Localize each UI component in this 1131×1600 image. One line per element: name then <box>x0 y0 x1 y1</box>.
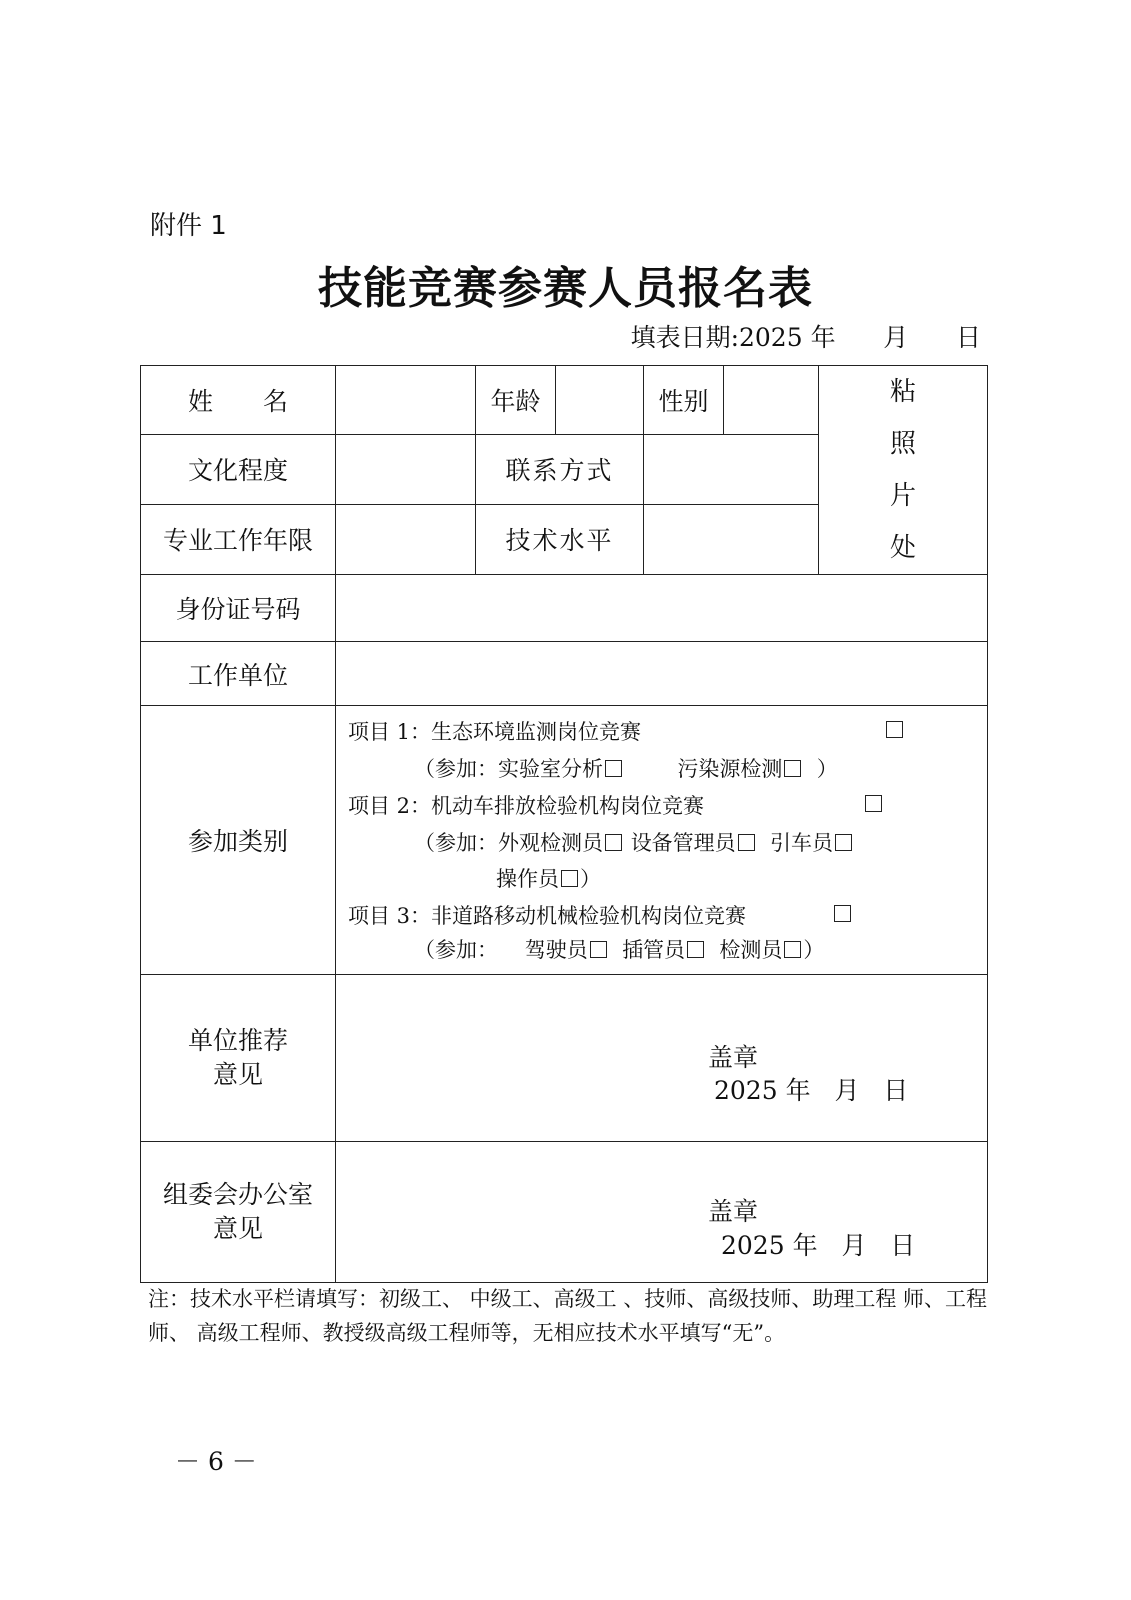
project-3-checkbox[interactable] <box>834 905 851 922</box>
project-1-checkbox[interactable] <box>886 721 903 738</box>
contact-label: 联系方式 <box>476 435 644 504</box>
fill-date <box>631 318 981 354</box>
p1-pollution-label: 污染源检测 <box>677 757 783 781</box>
tech-level-field[interactable] <box>644 504 819 574</box>
unit-opinion-label-line-1: 单位推荐 <box>187 1026 288 1055</box>
fill-date-year: 2025 <box>739 323 803 352</box>
unit-opinion-field[interactable] <box>336 975 988 1142</box>
p2-join-label: （参加：外观检测员 <box>414 831 603 855</box>
project-2-options-cont <box>496 863 601 893</box>
fill-date-month-unit: 月 <box>883 323 909 352</box>
unit-sign-year-unit: 年 <box>785 1076 811 1105</box>
id-number-field[interactable] <box>336 575 988 642</box>
name-label: 姓 名 <box>141 366 336 435</box>
p3-close: ） <box>803 938 825 962</box>
photo-area[interactable] <box>819 366 988 575</box>
fill-date-day-unit: 日 <box>955 323 981 352</box>
office-opinion-label-line-2: 意见 <box>212 1214 263 1243</box>
p3-join-label: （参加： <box>414 938 498 962</box>
project-2-line <box>348 790 704 820</box>
contact-field[interactable] <box>644 435 819 504</box>
photo-char-3: 片 <box>889 481 916 511</box>
project-3-line <box>348 900 746 930</box>
p3-probe-label: 插管员 <box>622 938 686 962</box>
photo-char-1: 粘 <box>889 377 916 407</box>
office-sign-year: 2025 <box>721 1231 785 1260</box>
employer-label: 工作单位 <box>141 642 336 706</box>
fill-date-label: 填表日期: <box>630 323 739 352</box>
p2-driver-checkbox[interactable] <box>835 834 852 851</box>
p1-pollution-checkbox[interactable] <box>784 760 801 777</box>
p2-operator-checkbox[interactable] <box>561 870 578 887</box>
unit-opinion-label <box>141 975 336 1142</box>
unit-sign-day-unit: 日 <box>883 1076 909 1105</box>
project-2-options <box>414 827 854 857</box>
project-1-line <box>348 716 641 746</box>
registration-form <box>140 365 988 1283</box>
office-opinion-label <box>141 1142 336 1283</box>
project-3-title: 项目 3：非道路移动机械检验机构岗位竞赛 <box>348 904 747 928</box>
p2-appearance-checkbox[interactable] <box>605 834 622 851</box>
p2-operator-label: 操作员 <box>496 867 559 891</box>
gender-field[interactable] <box>724 366 819 435</box>
attachment-label: 附件 1 <box>150 211 227 241</box>
tech-level-label: 技术水平 <box>476 504 644 574</box>
p3-driver-label: 驾驶员 <box>524 938 588 962</box>
p2-driver-label: 引车员 <box>770 831 834 855</box>
office-opinion-field[interactable] <box>336 1142 988 1283</box>
id-number-label: 身份证号码 <box>141 575 336 642</box>
unit-sign-year: 2025 <box>714 1076 778 1105</box>
category-label: 参加类别 <box>141 706 336 975</box>
work-years-field[interactable] <box>336 504 476 574</box>
project-2-checkbox[interactable] <box>865 795 882 812</box>
fill-date-year-unit: 年 <box>810 323 836 352</box>
p2-equipment-checkbox[interactable] <box>738 834 755 851</box>
unit-sign-date <box>714 1071 908 1107</box>
unit-sign-month-unit: 月 <box>834 1076 860 1105</box>
photo-char-2: 照 <box>889 429 916 459</box>
form-title: 技能竞赛参赛人员报名表 <box>318 263 813 314</box>
p1-lab-analysis-checkbox[interactable] <box>605 760 622 777</box>
work-years-label: 专业工作年限 <box>141 504 336 574</box>
p3-tester-label: 检测员 <box>719 938 783 962</box>
office-opinion-label-line-1: 组委会办公室 <box>162 1180 313 1209</box>
page-number: － 6 － <box>175 1447 257 1476</box>
education-label: 文化程度 <box>141 435 336 504</box>
project-1-options <box>414 753 838 783</box>
p3-tester-checkbox[interactable] <box>784 941 801 958</box>
page-number-value: 6 <box>207 1447 224 1476</box>
p2-equipment-label: 设备管理员 <box>630 831 736 855</box>
office-sign-date <box>721 1226 915 1262</box>
education-field[interactable] <box>336 435 476 504</box>
footnote: 注：技术水平栏请填写：初级工、 中级工、高级工 、技师、高级技师、助理工程 师、工程师、 高级工程师、教授级高级工程师等，无相应技术水平填写“无”。 <box>148 1287 988 1345</box>
age-label: 年龄 <box>476 366 556 435</box>
p1-join-label: （参加：实验室分析 <box>414 757 603 781</box>
office-sign-month-unit: 月 <box>841 1231 867 1260</box>
project-1-title: 项目 1：生态环境监测岗位竞赛 <box>348 720 642 744</box>
p3-driver-checkbox[interactable] <box>590 941 607 958</box>
photo-char-4: 处 <box>889 533 916 563</box>
p1-close: ） <box>816 757 838 781</box>
p3-probe-checkbox[interactable] <box>687 941 704 958</box>
unit-seal-label: 盖章 <box>708 1043 759 1072</box>
office-seal-label: 盖章 <box>708 1197 759 1226</box>
office-sign-day-unit: 日 <box>890 1231 916 1260</box>
project-3-options <box>414 934 824 964</box>
unit-opinion-label-line-2: 意见 <box>212 1060 263 1089</box>
office-sign-year-unit: 年 <box>792 1231 818 1260</box>
employer-field[interactable] <box>336 642 988 706</box>
gender-label: 性别 <box>644 366 724 435</box>
p2-close: ） <box>580 867 601 891</box>
age-field[interactable] <box>556 366 644 435</box>
project-2-title: 项目 2：机动车排放检验机构岗位竞赛 <box>348 794 705 818</box>
name-field[interactable] <box>336 366 476 435</box>
category-options <box>336 706 988 975</box>
